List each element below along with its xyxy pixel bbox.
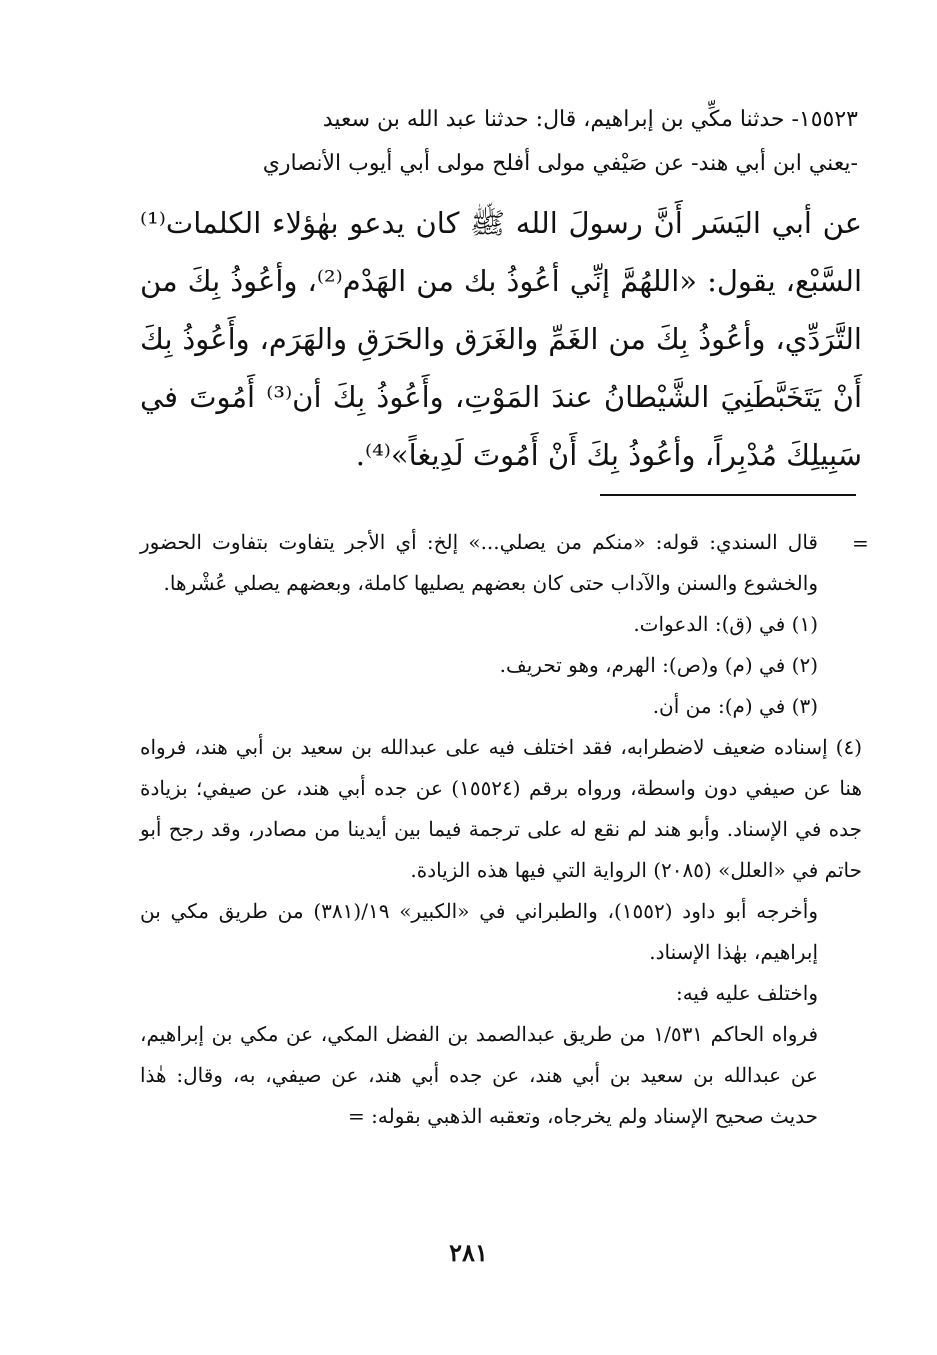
footnote-hakim: فرواه الحاكم ١/٥٣١ من طريق عبدالصمد بن الفضل المكي، عن مكي بن إبراهيم، عن عبدالله بن سعيد بن أبي هند، عن جده أبي هند، عن صيفي، به، وقال: هٰذا حديث صحيح الإسناد ولم يخرجاه، وتعقبه الذهبي بقوله: = [140,1022,818,1128]
footnote-1: (١) في (ق): الدعوات. [633,612,818,636]
hadith-isnad-header [140,98,858,186]
footnote-2: (٢) في (م) و(ص): الهرم، وهو تحريف. [499,653,818,677]
footnote-4: (٤) إسناده ضعيف لاضطرابه، فقد اختلف فيه على عبدالله بن سعيد بن أبي هند، فرواه هنا عن صيفي دون واسطة، ورواه برقم (١٥٥٢٤) عن جده أبي هند، عن صيفي؛ بزيادة جده في الإسناد. وأبو هند لم نقع له على ترجمة فيما بين أيدينا من مصادر، وقد رجح أبو حاتم في «العلل» (٢٠٨٥) الرواية التي فيها هذه الزيادة. [140,735,862,882]
footnote-ikhtalaf: واختلف عليه فيه: [675,981,818,1005]
header-line-1: ١٥٥٢٣- حدثنا مكِّي بن إبراهيم، قال: حدثنا عبد الله بن سعيد [322,107,858,132]
continuation-mark: = [852,531,869,555]
hadith-matn [140,194,862,484]
hadith-text: عن أبي اليَسَر أَنَّ رسولَ الله ﷺ كان يدعو بهٰؤلاء الكلمات⁽¹⁾ السَّبْع، يقول: «اللهُمَّ إنِّي أعُوذُ بك من الهَدْم⁽²⁾، وأعُوذُ بِكَ من التَّرَدِّي، وأعُوذُ بِكَ من الغَمِّ والغَرَق والحَرَقِ والهَرَم، وأَعُوذُ بِكَ أَنْ يَتَخَبَّطَنِيَ الشَّيْطانُ عندَ المَوْتِ، وأَعُوذُ بِكَ أن⁽³⁾ أَمُوتَ في سَبِيلِكَ مُدْبِراً، وأعُوذُ بِكَ أَنْ أَمُوتَ لَدِيغاً»⁽⁴⁾. [140,206,863,472]
footnote-abudawud: وأخرجه أبو داود (١٥٥٢)، والطبراني في «الكبير» ١٩/(٣٨١) من طريق مكي بن إبراهيم، بهٰذا الإسناد. [140,899,818,964]
page-number: ٢٨١ [449,1238,488,1267]
footnote-sindi: قال السندي: قوله: «منكم من يصلي...» إلخ: أي الأجر يتفاوت بتفاوت الحضور والخشوع والسنن والآداب حتى كان بعضهم يصليها كاملة، وبعضهم يصلي عُشْرها. [140,530,818,595]
footnote-separator [600,494,856,496]
header-line-2: -يعني ابن أبي هند- عن صَيْفي مولى أفلح مولى أبي أيوب الأنصاري [262,151,858,176]
footnotes [140,522,862,1137]
footnote-3: (٣) في (م): من أن. [652,694,818,718]
